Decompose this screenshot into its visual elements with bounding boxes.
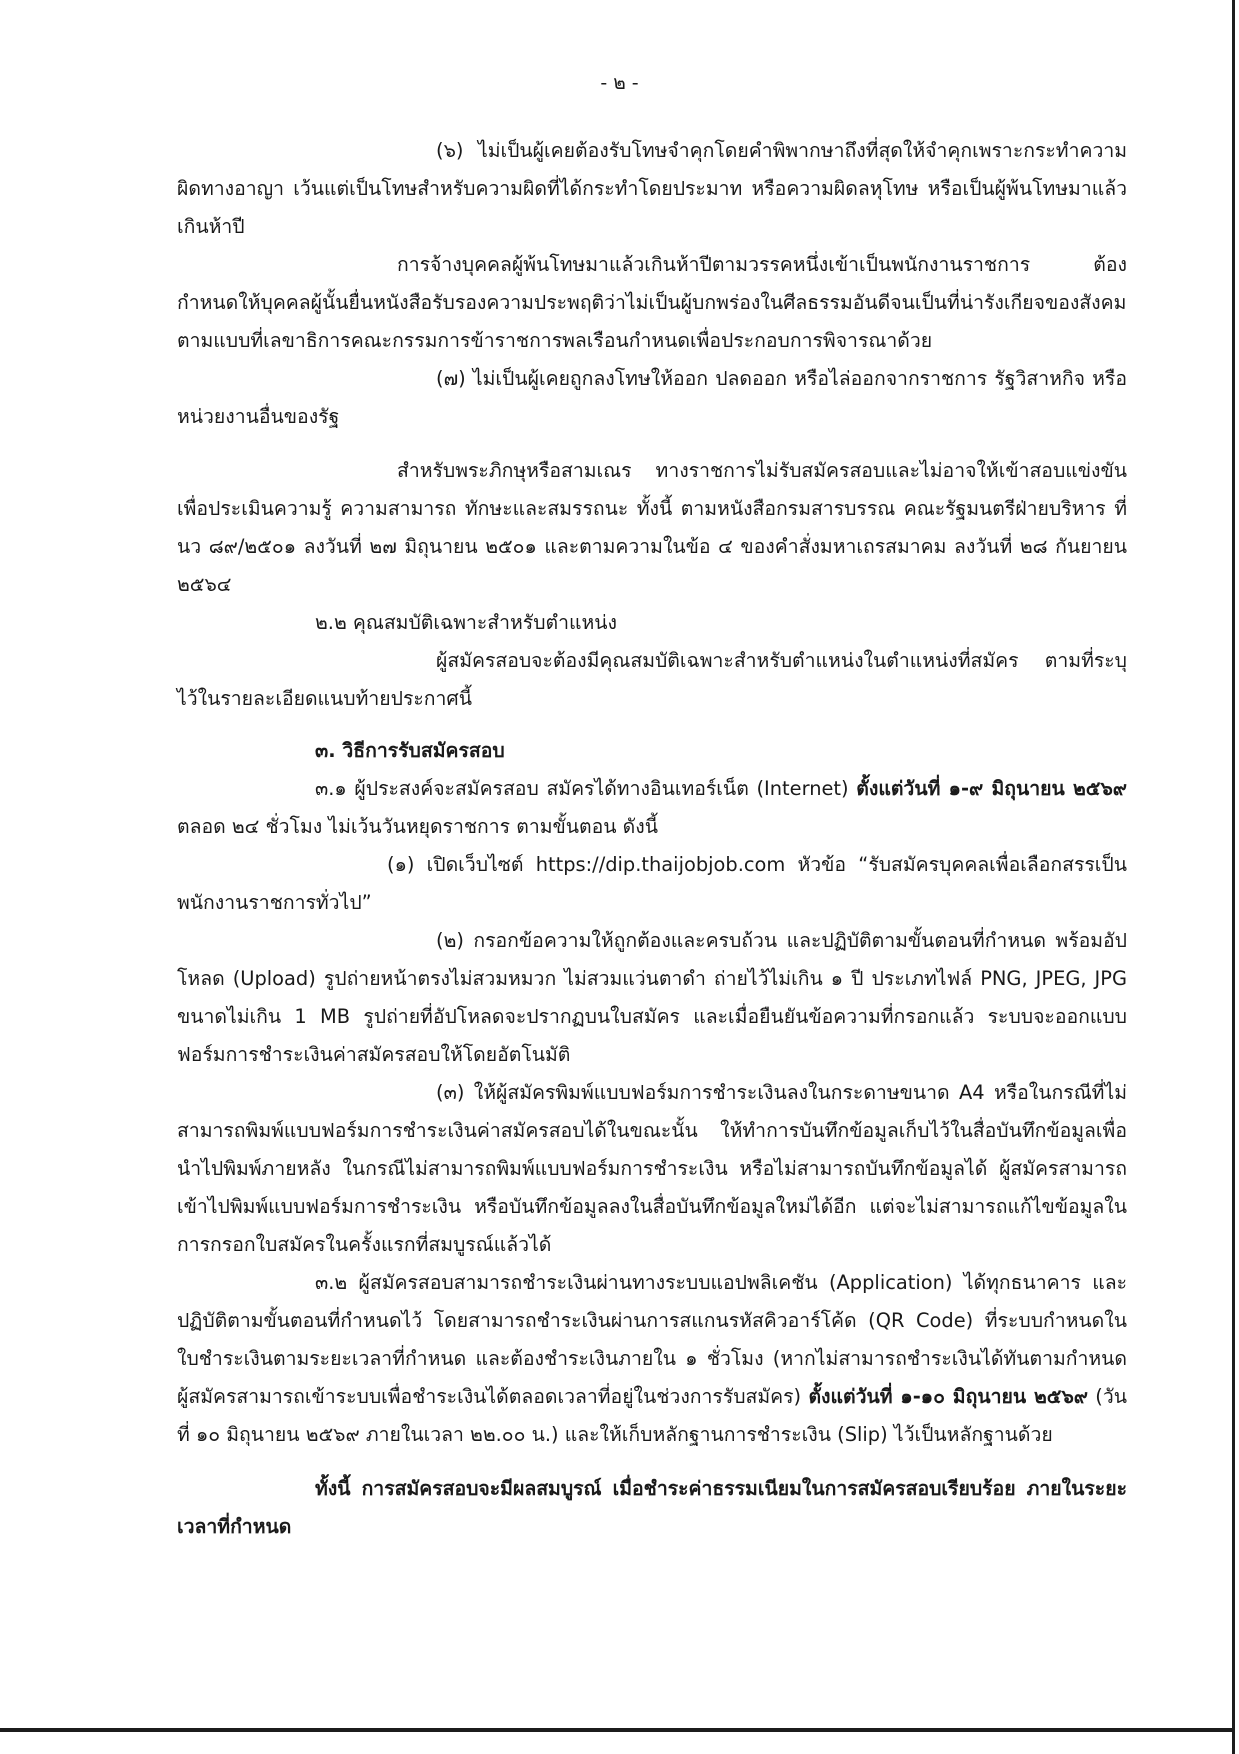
step-1 bbox=[177, 846, 1127, 922]
step-2 bbox=[177, 922, 1127, 1074]
section-3-1-dates: ตั้งแต่วันที่ ๑-๙ มิถุนายน ๒๕๖๙ bbox=[856, 777, 1127, 800]
section-3-1-text: ๓.๑ ผู้ประสงค์จะสมัครสอบ สมัครได้ทางอินเทอร์เน็ต (Internet) bbox=[315, 777, 857, 800]
section-2-2-body bbox=[177, 642, 1127, 718]
step-2-text: (๒) กรอกข้อความให้ถูกต้องและครบถ้วน และปฏิบัติตามขั้นตอนที่กำหนด พร้อมอัปโหลด (Upload) รูปถ่ายหน้าตรงไม่สวมหมวก ไม่สวมแว่นตาดำ ถ่ายไว้ไม่เกิน ๑ ปี ประเภทไฟล์ PNG, JPEG, JPG ขนาดไม่เกิน 1 MB รูปถ่ายที่อัปโหลดจะปรากฏบนใบสมัคร และเมื่อยืนยันข้อความที่กรอกแล้ว ระบบจะออกแบบฟอร์มการชำระเงินค่าสมัครสอบให้โดยอัตโนมัติ bbox=[177, 929, 1127, 1066]
clause-7 bbox=[177, 360, 1127, 436]
clause-6-text: (๖) ไม่เป็นผู้เคยต้องรับโทษจำคุกโดยคำพิพากษาถึงที่สุดให้จำคุกเพราะกระทำความผิดทางอาญา เว้นแต่เป็นโทษสำหรับความผิดที่ได้กระทำโดยประมาท หรือความผิดลหุโทษ หรือเป็นผู้พ้นโทษมาแล้วเกินห้าปี bbox=[177, 139, 1127, 238]
step-1-text: (๑) เปิดเว็บไซต์ https://dip.thaijobjob.com หัวข้อ “รับสมัครบุคคลเพื่อเลือกสรรเป็นพนักงานราชการทั่วไป” bbox=[177, 853, 1127, 914]
clause-7-text: (๗) ไม่เป็นผู้เคยถูกลงโทษให้ออก ปลดออก หรือไล่ออกจากราชการ รัฐวิสาหกิจ หรือหน่วยงานอื่นของรัฐ bbox=[177, 367, 1127, 428]
step-3-text: (๓) ให้ผู้สมัครพิมพ์แบบฟอร์มการชำระเงินลงในกระดาษขนาด A4 หรือในกรณีที่ไม่สามารถพิมพ์แบบฟอร์มการชำระเงินค่าสมัครสอบได้ในขณะนั้น ให้ทำการบันทึกข้อมูลเก็บไว้ในสื่อบันทึกข้อมูลเพื่อนำไปพิมพ์ภายหลัง ในกรณีไม่สามารถพิมพ์แบบฟอร์มการชำระเงิน หรือไม่สามารถบันทึกข้อมูลได้ ผู้สมัครสามารถเข้าไปพิมพ์แบบฟอร์มการชำระเงิน หรือบันทึกข้อมูลลงในสื่อบันทึกข้อมูลใหม่ได้อีก แต่จะไม่สามารถแก้ไขข้อมูลในการกรอกใบสมัครในครั้งแรกที่สมบูรณ์แล้วได้ bbox=[177, 1081, 1127, 1256]
section-3-heading bbox=[177, 732, 1127, 770]
final-note-text: ทั้งนี้ การสมัครสอบจะมีผลสมบูรณ์ เมื่อชำระค่าธรรมเนียมในการสมัครสอบเรียบร้อย ภายในระยะเวลาที่กำหนด bbox=[177, 1477, 1127, 1538]
final-note bbox=[177, 1470, 1127, 1546]
section-3-2 bbox=[177, 1264, 1127, 1454]
page-number: - ๒ - bbox=[600, 72, 639, 94]
clause-6-note bbox=[177, 246, 1127, 360]
step-3 bbox=[177, 1074, 1127, 1264]
section-2-2-heading-text: ๒.๒ คุณสมบัติเฉพาะสำหรับตำแหน่ง bbox=[315, 611, 618, 634]
clause-6 bbox=[177, 132, 1127, 246]
monk-clause-text: สำหรับพระภิกษุหรือสามเณร ทางราชการไม่รับสมัครสอบและไม่อาจให้เข้าสอบแข่งขันเพื่อประเมินความรู้ ความสามารถ ทักษะและสมรรถนะ ทั้งนี้ ตามหนังสือกรมสารบรรณ คณะรัฐมนตรีฝ่ายบริหาร ที่ นว ๘๙/๒๕๐๑ ลงวันที่ ๒๗ มิถุนายน ๒๕๐๑ และตามความในข้อ ๔ ของคำสั่งมหาเถรสมาคม ลงวันที่ ๒๘ กันยายน ๒๕๖๔ bbox=[177, 459, 1127, 596]
section-3-2-text: ๓.๒ ผู้สมัครสอบสามารถชำระเงินผ่านทางระบบแอปพลิเคชัน (Application) ได้ทุกธนาคาร และปฏิบัติตามขั้นตอนที่กำหนดไว้ โดยสามารถชำระเงินผ่านการสแกนรหัสคิวอาร์โค้ด (QR Code) ที่ระบบกำหนดในใบชำระเงินตามระยะเวลาที่กำหนด และต้องชำระเงินภายใน ๑ ชั่วโมง (หากไม่สามารถชำระเงินได้ทันตามกำหนด ผู้สมัครสามารถเข้าระบบเพื่อชำระเงินได้ตลอดเวลาที่อยู่ในช่วงการรับสมัคร) bbox=[177, 1271, 1127, 1408]
section-3-2-dates: ตั้งแต่วันที่ ๑-๑๐ มิถุนายน ๒๕๖๙ bbox=[808, 1385, 1088, 1408]
clause-6-note-text: การจ้างบุคคลผู้พ้นโทษมาแล้วเกินห้าปีตามวรรคหนึ่งเข้าเป็นพนักงานราชการ ต้องกำหนดให้บุคคลผู้นั้นยื่นหนังสือรับรองความประพฤติว่าไม่เป็นผู้บกพร่องในศีลธรรมอันดีจนเป็นที่น่ารังเกียจของสังคมตามแบบที่เลขาธิการคณะกรรมการข้าราชการพลเรือนกำหนดเพื่อประกอบการพิจารณาด้วย bbox=[177, 253, 1127, 352]
section-3-heading-text: ๓. วิธีการรับสมัครสอบ bbox=[315, 739, 505, 762]
section-2-2-heading bbox=[177, 604, 1127, 642]
right-scan-border bbox=[1232, 0, 1235, 1754]
document-body bbox=[177, 132, 1127, 1546]
monk-clause bbox=[177, 452, 1127, 604]
section-3-1 bbox=[177, 770, 1127, 846]
section-3-1-tail: ตลอด ๒๔ ชั่วโมง ไม่เว้นวันหยุดราชการ ตามขั้นตอน ดังนี้ bbox=[177, 815, 658, 838]
bottom-scan-border bbox=[0, 1728, 1235, 1732]
section-2-2-body-text: ผู้สมัครสอบจะต้องมีคุณสมบัติเฉพาะสำหรับตำแหน่งในตำแหน่งที่สมัคร ตามที่ระบุไว้ในรายละเอียดแนบท้ายประกาศนี้ bbox=[177, 649, 1127, 710]
section-3-2-tail: (วันที่ ๑๐ มิถุนายน ๒๕๖๙ ภายในเวลา ๒๒.๐๐ น.) และให้เก็บหลักฐานการชำระเงิน (Slip) ไว้เป็นหลักฐานด้วย bbox=[177, 1385, 1127, 1446]
